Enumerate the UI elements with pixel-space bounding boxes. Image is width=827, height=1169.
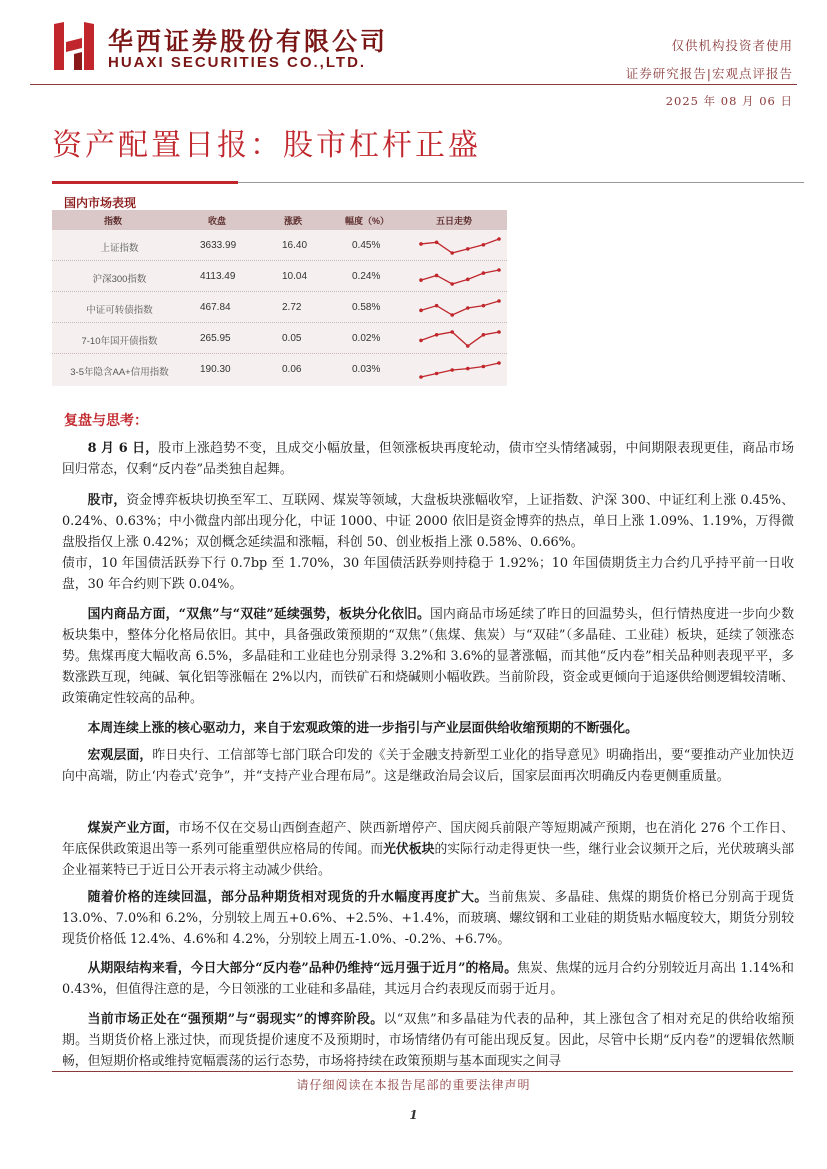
paragraph-body: 昨日央行、工信部等七部门联合印发的《关于金融支持新型工业化的指导意见》明确指出，要“要推动产业加快迈向中高端，防止‘内卷式’竞争”，并“支持产业合理布局”。这是继政治局会议后，国家层面再次明确反内卷更侧重质量。 <box>62 748 795 784</box>
sparkline-point <box>419 278 423 282</box>
report-date: 2025 年 08 月 06 日 <box>665 94 793 108</box>
sparkline-point <box>497 237 501 241</box>
paragraph-body: 以“双焦”和多晶硅为代表的品种，其上涨包含了相对充足的供给收缩预期。当期货价格上涨过快，而现货提价速度不及预期时，市场情绪仍有可能出现反复。因此，尽管中长期“反内卷”的逻辑依然顺畅，但短期价格或维持宽幅震荡的运行态势，市场将持续在政策预期与基本面现实之间寻 <box>62 1012 794 1069</box>
index-change: 10.04 <box>282 271 308 282</box>
paragraph-lead: 8 月 6 日， <box>87 441 159 456</box>
market-table-header <box>52 210 507 230</box>
paragraph-body: 股市上涨趋势不变，且成交小幅放量，但领涨板块再度轮动，债市空头情绪减弱，中间期限表现更佳，商品市场回归常态，仅剩“反内卷”品类独自起舞。 <box>62 441 794 477</box>
index-pct: 0.02% <box>352 333 381 344</box>
sparkline-point <box>497 268 501 272</box>
table-row <box>52 261 507 292</box>
index-close: 3633.99 <box>200 240 237 251</box>
paragraph-body: 焦炭、焦煤的远月合约分别较近月高出 1.14%和 0.43%，但值得注意的是，今日领涨的工业硅和多晶硅，其远月合约表现反而弱于近月。 <box>62 961 794 997</box>
sparkline-point <box>450 313 454 317</box>
index-name: 7-10年国开债指数 <box>81 336 158 347</box>
paragraph-body: 国内商品市场延续了昨日的回温势头，但行情热度进一步向少数板块集中，整体分化格局依旧。其中，具备强政策预期的“双焦”（焦煤、焦炭）与“双硅”（多晶硅、工业硅）板块，延续了领涨态势。焦煤再度大幅收高 6.5%，多晶硅和工业硅也分别录得 3.2%和 3.6%的显著涨幅，而其他“反内卷”相关品种则表现平平，多数涨跌互现，纯碱、氧化铝等涨幅在 2%以内，而铁矿石和烧碱则小幅收跌。当前阶段，资金或更倾向于追逐供给侧逻辑较清晰、政策确定性较高的品种。 <box>62 607 794 706</box>
index-close: 190.30 <box>200 364 231 375</box>
header-divider <box>30 84 797 85</box>
index-pct: 0.58% <box>352 302 381 313</box>
paragraph-lead: 股市， <box>87 493 127 508</box>
index-change: 0.06 <box>282 364 302 375</box>
paragraph-lead: 当前市场正处在“强预期”与“弱现实”的博弈阶段。 <box>87 1012 384 1027</box>
paragraph-coal <box>62 818 794 881</box>
market-section-title: 国内市场表现 <box>64 196 137 210</box>
index-close: 467.84 <box>200 302 231 313</box>
table-row <box>52 230 507 261</box>
sparkline-point <box>482 365 486 369</box>
sparkline-line <box>421 363 499 377</box>
sparkline-point <box>419 309 423 313</box>
sparkline-point <box>435 333 439 337</box>
footer-divider <box>52 1071 793 1072</box>
five-day-sparkline <box>418 360 502 380</box>
audience-notice: 仅供机构投资者使用 <box>671 38 793 53</box>
paragraph-commodities <box>62 604 794 709</box>
sparkline-point <box>435 304 439 308</box>
paragraph-lead: 从期限结构来看，今日大部分“反内卷”品种仍维持“远月强于近月”的格局。 <box>87 961 518 976</box>
paragraph-term-structure <box>62 958 794 1000</box>
sparkline-point <box>466 367 470 371</box>
legal-notice: 请仔细阅读在本报告尾部的重要法律声明 <box>296 1078 531 1092</box>
sparkline-point <box>419 375 423 379</box>
paragraph-body: 市场不仅在交易山西倒查超产、陕西新增停产、国庆阅兵前限产等短期减产预期，也在消化 276 个工作日、年底保供政策退出等一系列可能重塑供应格局的传闻。而 <box>62 821 795 857</box>
company-name-cn: 华西证券股份有限公司 <box>108 27 389 56</box>
sparkline-point <box>435 240 439 244</box>
paragraph-lead: 煤炭产业方面， <box>87 821 179 836</box>
index-change: 2.72 <box>282 302 302 313</box>
sparkline-point <box>466 247 470 251</box>
report-type: 证券研究报告|宏观点评报告 <box>625 66 793 81</box>
sparkline-point <box>419 242 423 246</box>
index-name: 中证可转债指数 <box>86 305 153 316</box>
sparkline-point <box>435 372 439 376</box>
company-name-en: HUAXI SECURITIES CO.,LTD. <box>108 54 367 71</box>
five-day-sparkline <box>418 329 502 349</box>
sparkline-point <box>450 251 454 255</box>
five-day-sparkline <box>418 267 502 287</box>
five-day-sparkline <box>418 236 502 256</box>
index-close: 265.95 <box>200 333 231 344</box>
sparkline-point <box>450 330 454 334</box>
sparkline-point <box>482 271 486 275</box>
paragraph-overview <box>62 438 794 480</box>
paragraph-outlook <box>62 1009 794 1072</box>
index-name: 沪深300指数 <box>92 274 147 285</box>
sparkline-point <box>482 333 486 337</box>
column-header-index: 指数 <box>104 216 123 226</box>
index-change: 16.40 <box>282 240 308 251</box>
sparkline-point <box>466 306 470 310</box>
paragraph-body: 当前焦炭、多晶硅、焦煤的期货价格已分别高于现货 13.0%、7.0%和 6.2%，分别较上周五+0.6%、+2.5%、+1.4%，而玻璃、螺纹钢和工业硅的期货贴水幅度较大，期货分别较现货价格低 12.4%、4.6%和 4.2%，分别较上周五-1.0%、-0.2%、+6.7%。 <box>62 890 795 947</box>
sparkline-point <box>450 368 454 372</box>
sparkline-line <box>421 301 499 315</box>
sparkline-point <box>497 299 501 303</box>
sparkline-point <box>435 274 439 278</box>
paragraph-lead: 国内商品方面，“双焦”与“双硅”延续强势，板块分化依旧。 <box>87 607 431 622</box>
report-title: 资产配置日报：股市杠杆正盛 <box>52 128 481 163</box>
sparkline-point <box>482 243 486 247</box>
index-name: 3-5年隐含AA+信用指数 <box>70 367 169 378</box>
paragraph-stocks <box>62 490 794 553</box>
paragraph-bonds: 债市，10 年国债活跃券下行 0.7bp 至 1.70%，30 年国债活跃券则持稳于 1.92%；10 年国债期货主力合约几乎持平前一日收盘，30 年合约则下跌 0.04%。 <box>62 556 794 592</box>
column-header-close: 收盘 <box>208 216 227 226</box>
sparkline-point <box>497 361 501 365</box>
index-pct: 0.24% <box>352 271 381 282</box>
table-row <box>52 292 507 323</box>
paragraph-core-driver: 本周连续上涨的核心驱动力，来自于宏观政策的进一步指引与产业层面供给收缩预期的不断强化。 <box>87 721 638 736</box>
index-name: 上证指数 <box>100 243 139 254</box>
sparkline-point <box>482 304 486 308</box>
table-row <box>52 323 507 354</box>
market-table <box>52 210 507 386</box>
huaxi-logo-icon <box>52 20 96 72</box>
paragraph-body: 资金博弈板块切换至军工、互联网、煤炭等领域，大盘板块涨幅收窄，上证指数、沪深 300、中证红利上涨 0.45%、0.24%、0.63%；中小微盘内部出现分化，中证 1000、中证 2000 依旧是资金博弈的热点，单日上涨 1.09%、1.19%，万得微盘股指仅上涨 0.42%；双创概念延续温和涨幅，科创 50、创业板指上涨 0.58%、0.66%。 <box>62 493 794 550</box>
paragraph-body: 的实际行动走得更快一些，继行业会议频开之后，光伏玻璃头部企业福莱特已于近日公开表示将主动减少供给。 <box>62 842 795 878</box>
index-pct: 0.03% <box>352 364 381 375</box>
sparkline-line <box>421 332 499 346</box>
sparkline-point <box>450 282 454 286</box>
index-close: 4113.49 <box>200 271 236 282</box>
paragraph-macro <box>62 745 794 787</box>
page-number: 1 <box>409 1108 418 1122</box>
sparkline-point <box>466 344 470 348</box>
index-change: 0.05 <box>282 333 302 344</box>
sparkline-point <box>497 330 501 334</box>
sparkline-point <box>419 339 423 343</box>
sparkline-line <box>421 270 499 284</box>
review-section-title: 复盘与思考： <box>64 413 148 429</box>
five-day-sparkline <box>418 298 502 318</box>
column-header-pct: 幅度（%） <box>345 216 390 226</box>
column-header-trend: 五日走势 <box>436 216 473 226</box>
column-header-change: 涨跌 <box>284 216 303 226</box>
sparkline-point <box>466 278 470 282</box>
paragraph-lead: 宏观层面， <box>87 748 153 763</box>
paragraph-emphasis: 光伏板块 <box>383 842 435 857</box>
table-row <box>52 354 507 385</box>
title-underline <box>238 182 804 183</box>
paragraph-lead: 随着价格的连续回温，部分品种期货相对现货的升水幅度再度扩大。 <box>87 890 488 905</box>
paragraph-premium <box>62 887 794 950</box>
title-underline-accent <box>52 181 238 184</box>
sparkline-line <box>421 239 499 253</box>
index-pct: 0.45% <box>352 240 381 251</box>
